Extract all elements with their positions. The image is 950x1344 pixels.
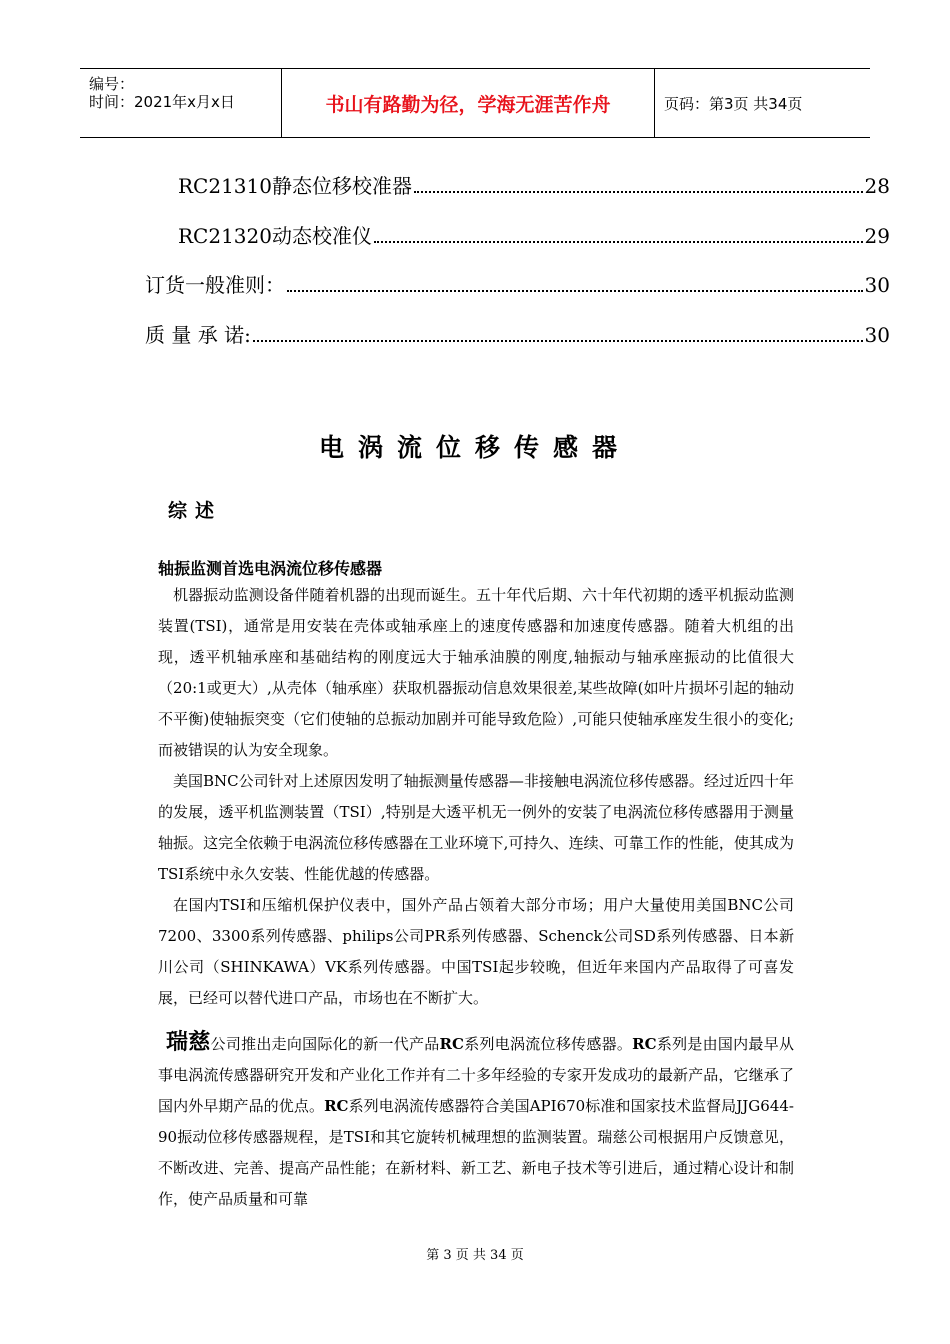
page-info: 页码：第3页 共34页 — [664, 94, 803, 113]
p4-text-c: 系列是由国内最早从事电涡流传感器研究开发和产业化工作并有二十多年经验的专家开发成功的最新产品，它继承了国内外早期产品的优点。 — [158, 1035, 794, 1115]
rc-label: RC — [324, 1097, 349, 1115]
toc-label: RC21310静态位移校准器 — [178, 174, 412, 198]
header-motto-cell — [281, 69, 655, 137]
page-title: 电涡流位移传感器 — [318, 433, 631, 462]
p4-text-d: 系列电涡流传感器符合美国API670标准和国家技术监督局JJG644-90振动位移传感器规程，是TSI和其它旋转机械理想的监测装置。瑞慈公司根据用户反馈意见，不断改进、完善、提高产品性能；在新材料、新工艺、新电子技术等引进后，通过精心设计和制作，使产品质量和可靠 — [158, 1097, 794, 1208]
toc-entry[interactable] — [0, 319, 950, 349]
toc-page: 30 — [864, 273, 890, 297]
toc-label: 质 量 承 诺: — [145, 323, 251, 347]
toc-leader — [374, 241, 863, 243]
toc-leader — [414, 191, 863, 193]
time-label: 时间：2021年x月x日 — [89, 93, 235, 111]
toc-entry[interactable] — [0, 269, 950, 299]
toc-label: 订货一般准则： — [145, 273, 285, 297]
header-left-cell — [80, 69, 280, 137]
toc-page: 30 — [864, 323, 890, 347]
company-name: 瑞慈 — [166, 1029, 211, 1055]
rc-label: RC — [439, 1035, 464, 1053]
subheading: 轴振监测首选电涡流位移传感器 — [158, 559, 383, 578]
toc-page: 29 — [864, 224, 890, 248]
paragraph-4 — [158, 1027, 794, 1215]
toc-page: 28 — [864, 174, 890, 198]
p4-text-a: 公司推出走向国际化的新一代产品 — [210, 1035, 440, 1053]
number-label: 编号： — [89, 75, 135, 93]
section-heading: 综述 — [168, 500, 223, 522]
toc-leader — [287, 290, 863, 292]
rc-label: RC — [632, 1035, 657, 1053]
toc-leader — [253, 340, 863, 342]
paragraph-1: 机器振动监测设备伴随着机器的出现而诞生。五十年代后期、六十年代初期的透平机振动监测装置(TSI)，通常是用安装在壳体或轴承座上的速度传感器和加速度传感器。随着大机组的出现，透平机轴承座和基础结构的刚度远大于轴承油膜的刚度,轴振动与轴承座振动的比值很大（20:1或更大）,从壳体（轴承座）获取机器振动信息效果很差,某些故障(如叶片损坏引起的轴动不平衡)使轴振突变（它们使轴的总振动加剧并可能导致危险）,可能只使轴承座发生很小的变化; 而被错误的认为安全现象。 — [158, 586, 794, 759]
header-table — [80, 68, 870, 138]
toc-label: RC21320动态校准仪 — [178, 224, 372, 248]
motto-text: 书山有路勤为径，学海无涯苦作舟 — [325, 93, 611, 116]
page-footer: 第 3 页 共 34 页 — [426, 1248, 524, 1263]
header-page-cell — [654, 69, 870, 137]
paragraph-2: 美国BNC公司针对上述原因发明了轴振测量传感器—非接触电涡流位移传感器。经过近四十年的发展，透平机监测装置（TSI）,特别是大透平机无一例外的安装了电涡流位移传感器用于测量轴振。这完全依赖于电涡流位移传感器在工业环境下,可持久、连续、可靠工作的性能，使其成为TSI系统中永久安装、性能优越的传感器。 — [158, 772, 794, 883]
paragraph-3: 在国内TSI和压缩机保护仪表中，国外产品占领着大部分市场；用户大量使用美国BNC公司7200、3300系列传感器、philips公司PR系列传感器、Schenck公司SD系列传感器、日本新川公司（SHINKAWA）VK系列传感器。中国TSI起步较晚，但近年来国内产品取得了可喜发展，已经可以替代进口产品，市场也在不断扩大。 — [158, 896, 794, 1007]
p4-text-b: 系列电涡流位移传感器。 — [463, 1035, 633, 1053]
toc-entry[interactable] — [0, 220, 950, 250]
toc-entry[interactable] — [0, 170, 950, 200]
